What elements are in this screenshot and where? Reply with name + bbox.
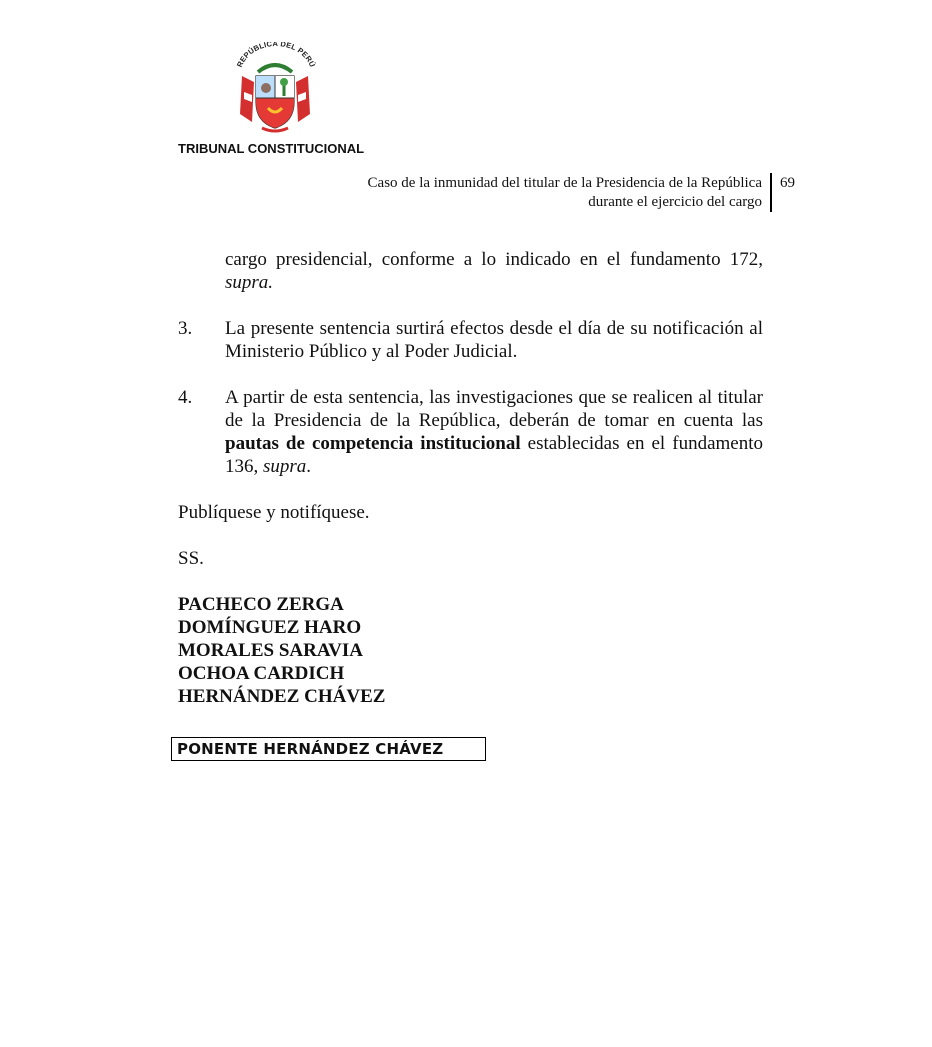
ss-label: SS. [178,548,204,569]
judge-name: DOMÍNGUEZ HARO [178,617,362,638]
institution-name: TRIBUNAL CONSTITUCIONAL [178,141,365,156]
running-title-line-2: durante el ejercicio del cargo [588,194,762,210]
item-text [225,386,763,478]
item-number: 4. [178,387,193,408]
item-text-bold: pautas de competencia institucional [225,433,521,454]
continuation-ref: supra. [225,272,274,293]
page-number: 69 [780,175,795,191]
judge-name: MORALES SARAVIA [178,640,363,661]
document-body [178,248,763,708]
continuation-paragraph [225,248,763,294]
closing-formula: Publíquese y notifíquese. [178,502,370,523]
coat-of-arms-seal [232,42,318,134]
list-item [178,317,763,363]
item-text-before: A partir de esta sentencia, las investigaciones que se realicen al titular de la Presidencia de la República, deberán de tomar en cuenta las [225,387,763,431]
running-title-line-1: Caso de la inmunidad del titular de la Presidencia de la República [367,175,762,191]
ponente-box: PONENTE HERNÁNDEZ CHÁVEZ [171,737,486,761]
seal-arc-text: REPÚBLICA DEL PERÚ [234,42,318,69]
judge-name: HERNÁNDEZ CHÁVEZ [178,686,386,707]
item-text-ref: supra [263,456,307,477]
item-text: La presente sentencia surtirá efectos desde el día de su notificación al Ministerio Público y al Poder Judicial. [225,318,763,362]
item-text-after: establecidas en el fundamento 136, [225,433,764,477]
header-vertical-rule [770,173,772,212]
judges-list [178,593,763,708]
list-item [178,386,763,478]
item-number: 3. [178,318,193,339]
running-title [300,174,762,212]
judge-name: OCHOA CARDICH [178,663,345,684]
item-text-end: . [306,456,312,477]
judge-name: PACHECO ZERGA [178,594,344,615]
continuation-text: cargo presidencial, conforme a lo indicado en el fundamento 172, [225,249,763,270]
